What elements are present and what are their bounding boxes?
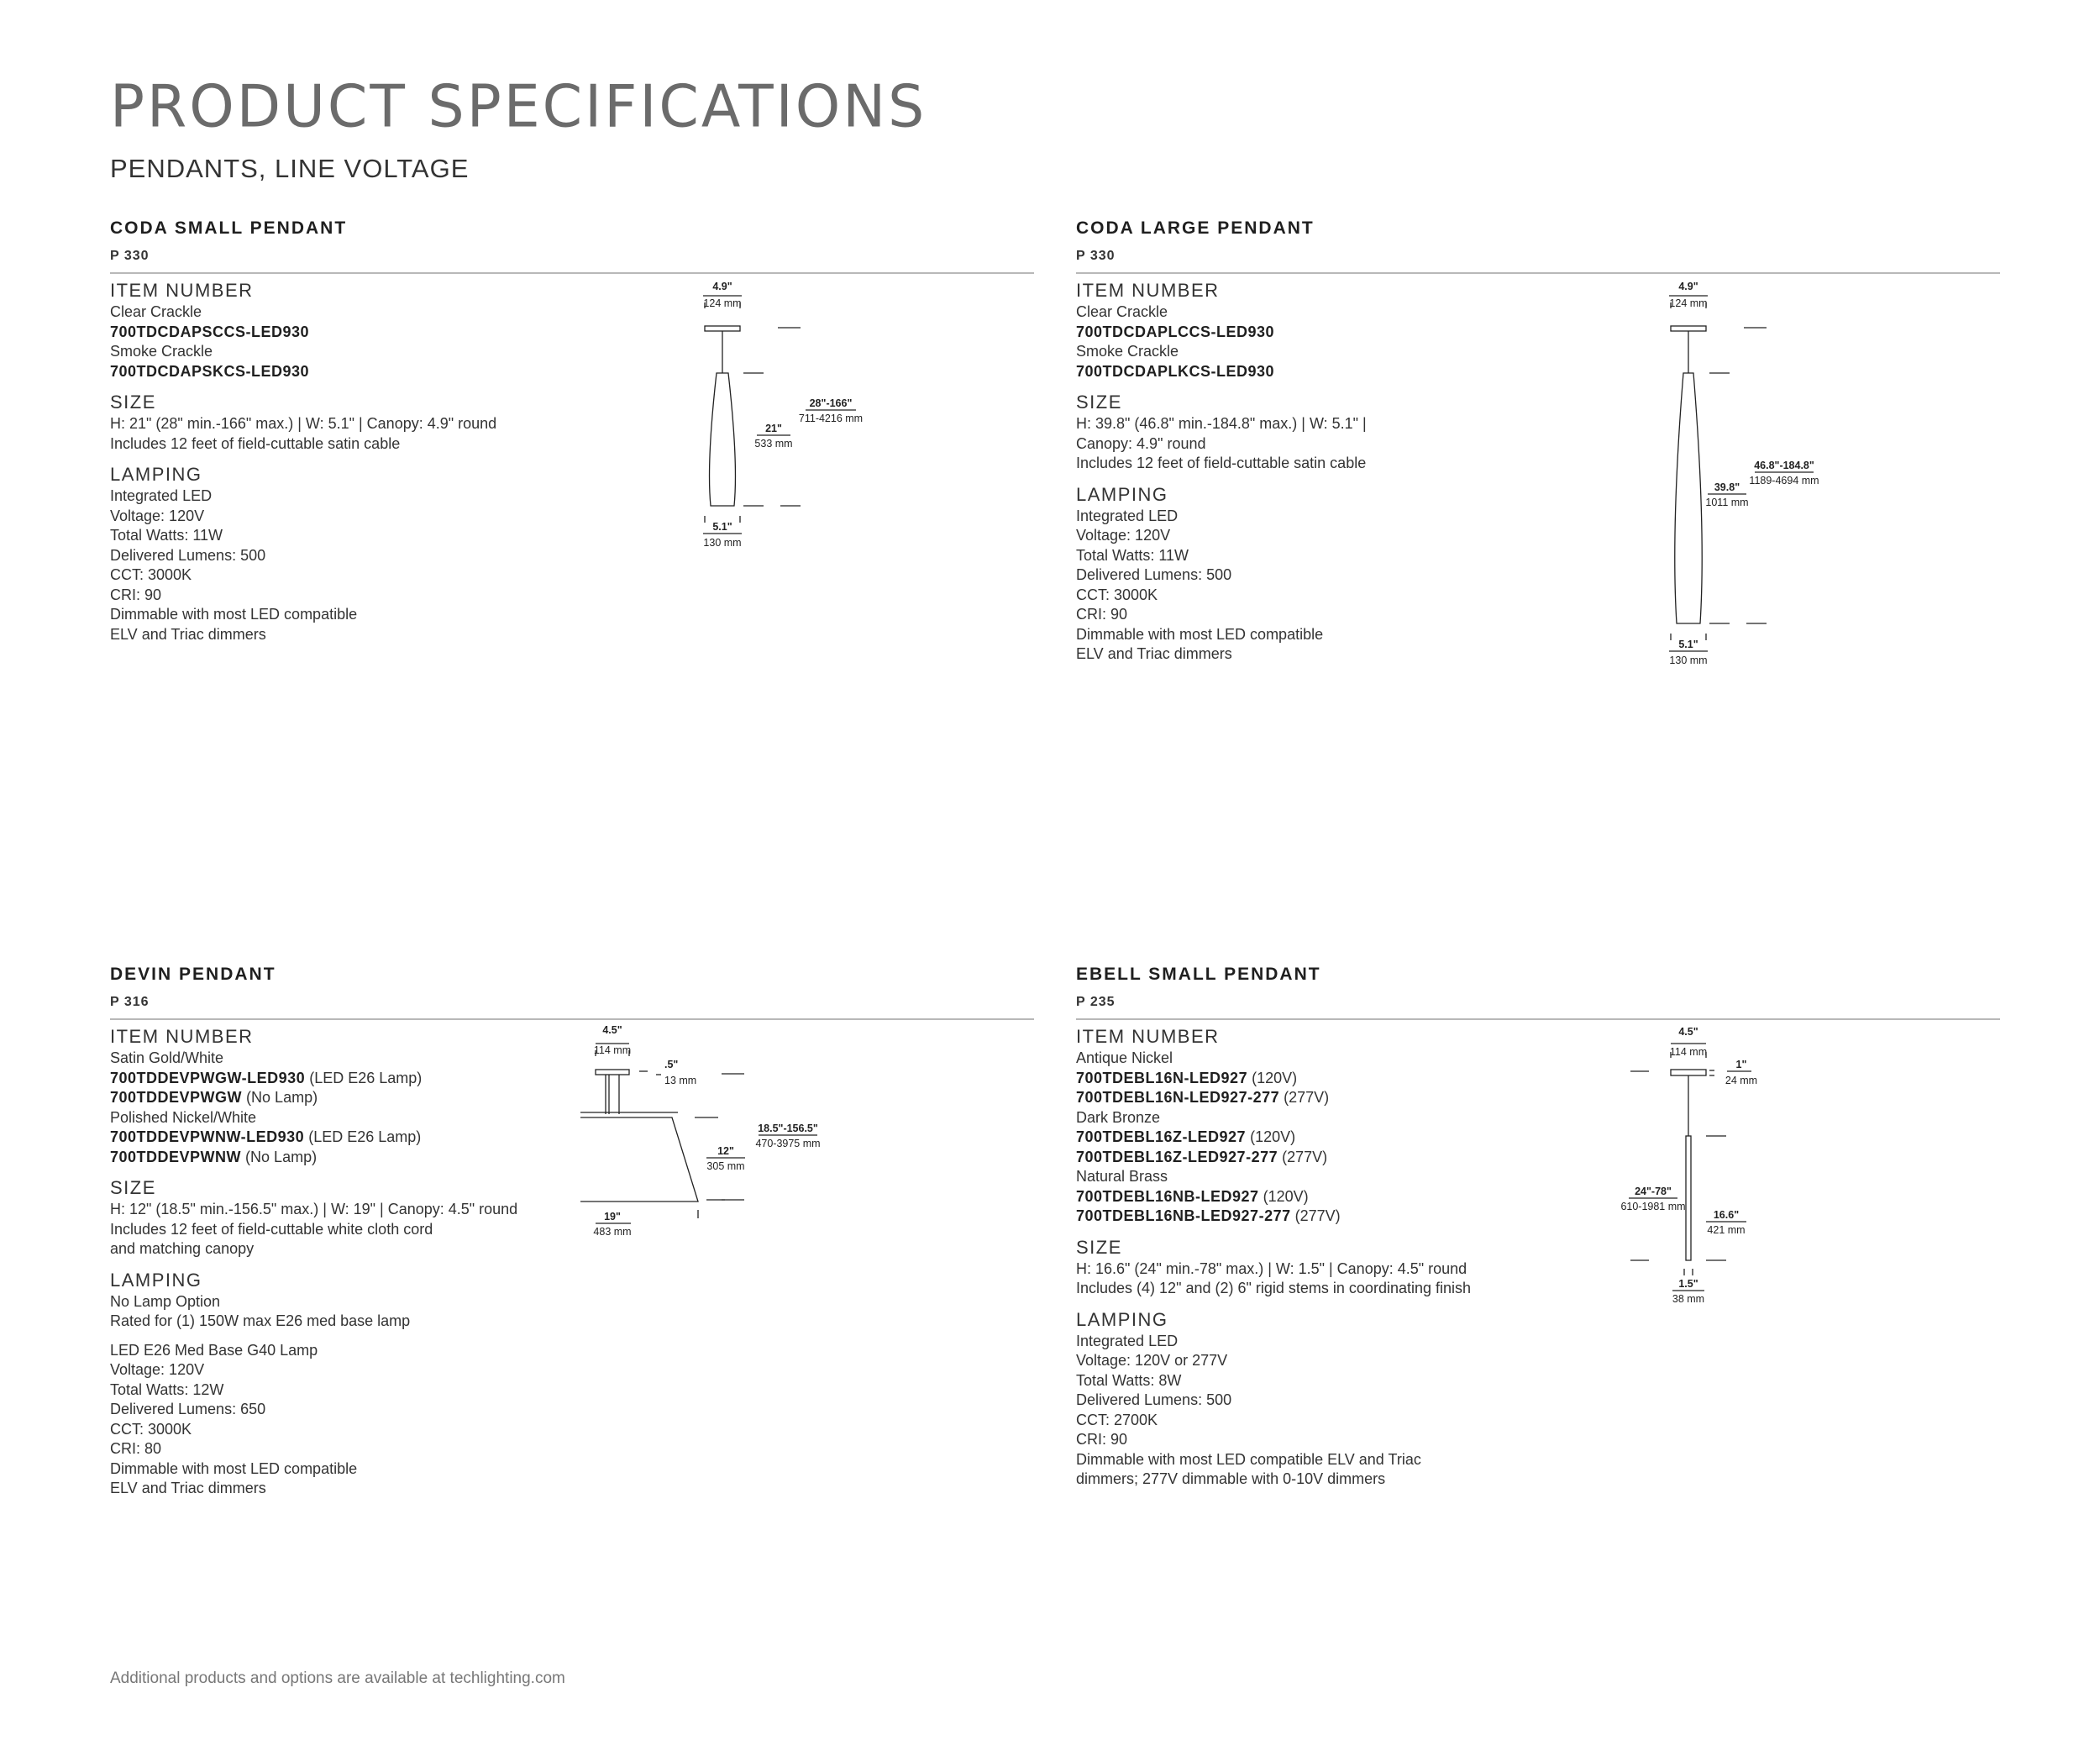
dim-canopy-height-mm: 24 mm [1725, 1075, 1758, 1086]
lamping-line: Rated for (1) 150W max E26 med base lamp [110, 1312, 411, 1329]
item-note: (277V) [1284, 1089, 1330, 1106]
lamping-line: CRI: 90 [1076, 606, 1128, 623]
lamping-heading: LAMPING [1076, 483, 1168, 505]
lamping-line: ELV and Triac dimmers [110, 625, 266, 643]
finish-label: Clear Crackle [110, 303, 202, 320]
lamping-line: Integrated LED [1076, 1332, 1179, 1349]
dim-canopy-height-in: .5" [664, 1059, 679, 1070]
dim-canopy-in: 4.9" [712, 281, 732, 292]
size-text: Includes 12 feet of field-cuttable satin cable [110, 434, 401, 452]
item-code: 700TDEBL16Z-LED927-277 [1076, 1148, 1278, 1165]
lamping-line: Voltage: 120V [110, 1361, 205, 1378]
item-code: 700TDCDAPLKCS-LED930 [1076, 362, 1275, 380]
dim-width-in: 5.1" [1678, 639, 1698, 650]
item-note: (LED E26 Lamp) [308, 1128, 422, 1145]
lamping-line: Delivered Lumens: 500 [1076, 566, 1232, 583]
item-code: 700TDCDAPSKCS-LED930 [110, 362, 310, 380]
dim-height-in: 21" [765, 423, 782, 434]
product-name: CODA LARGE PENDANT [1076, 218, 1315, 238]
item-code: 700TDEBL16NB-LED927 [1076, 1187, 1259, 1205]
item-note: (120V) [1252, 1069, 1298, 1086]
lamping-heading: LAMPING [110, 1269, 202, 1291]
size-heading: SIZE [1076, 392, 1122, 413]
item-note: (No Lamp) [245, 1148, 318, 1165]
lamping-line: Dimmable with most LED compatible [110, 1459, 358, 1477]
product-page-ref: P 316 [110, 995, 150, 1009]
spec-block [110, 1025, 614, 1508]
finish-label: Smoke Crackle [110, 343, 213, 360]
item-note: (277V) [1282, 1148, 1328, 1165]
lamping-line: Voltage: 120V [1076, 527, 1171, 544]
item-number-heading: ITEM NUMBER [110, 280, 254, 301]
product-coda-small [110, 218, 1034, 689]
item-code: 700TDDEVPWNW [110, 1148, 242, 1165]
product-page-ref: P 235 [1076, 995, 1116, 1009]
product-coda-large [1076, 218, 2000, 689]
lamping-heading: LAMPING [110, 464, 202, 485]
footer-note: Additional products and options are available at techlighting.com [110, 1669, 565, 1687]
spec-block [110, 279, 614, 654]
dim-overall-in: 28"-166" [809, 397, 853, 409]
item-code: 700TDDEVPWGW-LED930 [110, 1069, 306, 1086]
ebell-dimension-drawing [1546, 1023, 1832, 1326]
dim-overall-in: 46.8"-184.8" [1754, 460, 1814, 471]
lamping-heading: LAMPING [1076, 1308, 1168, 1330]
lamping-line: Delivered Lumens: 500 [110, 546, 266, 564]
item-number-heading: ITEM NUMBER [110, 1026, 254, 1047]
product-page-ref: P 330 [110, 249, 150, 263]
finish-label: Natural Brass [1076, 1168, 1168, 1185]
size-text: Includes 12 feet of field-cuttable satin cable [1076, 455, 1367, 471]
divider [1076, 272, 2000, 274]
lamping-line: CCT: 3000K [1076, 586, 1158, 603]
item-code: 700TDCDAPSCCS-LED930 [110, 323, 310, 340]
item-note: (LED E26 Lamp) [309, 1069, 423, 1086]
dim-height-mm: 533 mm [754, 438, 793, 450]
size-heading: SIZE [1076, 1236, 1122, 1258]
size-text: Includes 12 feet of field-cuttable white cloth cord [110, 1220, 433, 1238]
dim-canopy-in: 4.9" [1678, 281, 1698, 292]
dim-width-in: 1.5" [1678, 1278, 1698, 1290]
dim-height-in: 39.8" [1714, 481, 1740, 493]
product-ebell [1076, 965, 2000, 1511]
dim-overall-in: 18.5"-156.5" [758, 1123, 818, 1134]
item-code: 700TDEBL16Z-LED927 [1076, 1128, 1247, 1145]
item-note: (120V) [1263, 1187, 1309, 1205]
lamping-line: Integrated LED [1076, 507, 1179, 524]
dim-overall-mm: 711-4216 mm [798, 413, 864, 424]
divider [110, 1018, 1034, 1020]
lamping-line: Total Watts: 11W [110, 527, 223, 544]
dim-overall-mm: 470-3975 mm [755, 1138, 821, 1149]
lamping-line: Total Watts: 12W [110, 1380, 224, 1398]
dim-width-in: 19" [604, 1211, 621, 1223]
lamping-line: Voltage: 120V or 277V [1076, 1352, 1228, 1369]
lamping-line: Dimmable with most LED compatible [110, 606, 358, 623]
product-name: CODA SMALL PENDANT [110, 218, 348, 238]
item-code: 700TDEBL16N-LED927 [1076, 1069, 1248, 1086]
dim-width-mm: 130 mm [703, 537, 742, 549]
dim-overall-mm: 610-1981 mm [1620, 1201, 1686, 1212]
item-code: 700TDEBL16N-LED927-277 [1076, 1089, 1280, 1106]
dim-height-mm: 305 mm [706, 1160, 745, 1172]
spec-block [1076, 1025, 1580, 1499]
lamping-line: No Lamp Option [110, 1292, 221, 1310]
dim-height-in: 12" [717, 1145, 734, 1157]
item-code: 700TDEBL16NB-LED927-277 [1076, 1207, 1291, 1224]
lamping-line: ELV and Triac dimmers [1076, 645, 1232, 662]
lamping-line: LED E26 Med Base G40 Lamp [110, 1341, 318, 1359]
coda-large-dimension-drawing [1546, 277, 1832, 681]
dim-width-mm: 483 mm [593, 1226, 632, 1238]
item-code: 700TDCDAPLCCS-LED930 [1076, 323, 1275, 340]
lamping-line: Delivered Lumens: 650 [110, 1401, 266, 1417]
item-number-heading: ITEM NUMBER [1076, 280, 1220, 301]
dim-canopy-mm: 124 mm [703, 297, 742, 309]
dim-canopy-height-in: 1" [1735, 1059, 1747, 1070]
size-heading: SIZE [110, 392, 156, 413]
size-heading: SIZE [110, 1177, 156, 1198]
dim-canopy-in: 4.5" [1678, 1026, 1698, 1038]
dim-canopy-height-mm: 13 mm [664, 1075, 697, 1086]
dim-height-mm: 421 mm [1707, 1224, 1746, 1236]
lamping-line: Dimmable with most LED compatible ELV and Triac [1076, 1450, 1421, 1468]
size-text: and matching canopy [110, 1240, 255, 1257]
dim-canopy-mm: 114 mm [593, 1044, 632, 1056]
devin-dimension-drawing [580, 1023, 1000, 1250]
lamping-line: CRI: 80 [110, 1440, 162, 1457]
lamping-line: Dimmable with most LED compatible [1076, 625, 1324, 643]
item-note: (277V) [1294, 1207, 1341, 1224]
size-text: Canopy: 4.9" round [1076, 434, 1206, 452]
lamping-line: Total Watts: 11W [1076, 546, 1189, 564]
finish-label: Satin Gold/White [110, 1049, 224, 1066]
item-number-heading: ITEM NUMBER [1076, 1026, 1220, 1047]
item-note: (120V) [1250, 1128, 1296, 1145]
lamping-line: CRI: 90 [110, 586, 162, 603]
divider [110, 272, 1034, 274]
page-title: PRODUCT SPECIFICATIONS [110, 73, 927, 141]
lamping-line: Integrated LED [110, 487, 213, 504]
dim-width-in: 5.1" [712, 521, 732, 533]
product-name: EBELL SMALL PENDANT [1076, 965, 1321, 984]
size-text: H: 21" (28" min.-166" max.) | W: 5.1" | Canopy: 4.9" round [110, 415, 497, 432]
size-text: H: 12" (18.5" min.-156.5" max.) | W: 19" | Canopy: 4.5" round [110, 1201, 518, 1217]
dim-width-mm: 38 mm [1672, 1293, 1705, 1305]
lamping-line: CRI: 90 [1076, 1431, 1128, 1448]
dim-overall-mm: 1189-4694 mm [1749, 475, 1819, 486]
spec-block [1076, 279, 1580, 674]
size-text: Includes (4) 12" and (2) 6" rigid stems in coordinating finish [1076, 1280, 1472, 1296]
product-devin [110, 965, 1034, 1511]
finish-label: Polished Nickel/White [110, 1108, 257, 1126]
finish-label: Antique Nickel [1076, 1049, 1173, 1066]
dim-height-mm: 1011 mm [1705, 497, 1749, 508]
page-subtitle: PENDANTS, LINE VOLTAGE [110, 154, 470, 183]
dim-height-in: 16.6" [1713, 1209, 1740, 1221]
dim-canopy-mm: 124 mm [1669, 297, 1708, 309]
size-text: H: 39.8" (46.8" min.-184.8" max.) | W: 5.1" | [1076, 415, 1367, 432]
dim-canopy-mm: 114 mm [1669, 1046, 1708, 1058]
lamping-line: Delivered Lumens: 500 [1076, 1391, 1232, 1408]
lamping-line: Total Watts: 8W [1076, 1371, 1182, 1389]
dim-canopy-in: 4.5" [602, 1024, 622, 1036]
coda-small-dimension-drawing [580, 277, 866, 580]
lamping-line: CCT: 2700K [1076, 1411, 1158, 1428]
dim-width-mm: 130 mm [1669, 655, 1708, 666]
lamping-line: ELV and Triac dimmers [110, 1480, 266, 1496]
finish-label: Dark Bronze [1076, 1108, 1161, 1126]
product-name: DEVIN PENDANT [110, 965, 276, 984]
lamping-line: Voltage: 120V [110, 507, 205, 524]
item-code: 700TDDEVPWNW-LED930 [110, 1128, 305, 1145]
dim-overall-in: 24"-78" [1635, 1186, 1672, 1197]
finish-label: Clear Crackle [1076, 303, 1168, 320]
lamping-line: dimmers; 277V dimmable with 0-10V dimmers [1076, 1470, 1386, 1487]
item-code: 700TDDEVPWGW [110, 1089, 243, 1106]
size-text: H: 16.6" (24" min.-78" max.) | W: 1.5" | Canopy: 4.5" round [1076, 1259, 1467, 1277]
lamping-line: CCT: 3000K [110, 1420, 192, 1438]
product-page-ref: P 330 [1076, 249, 1116, 263]
lamping-line: CCT: 3000K [110, 566, 192, 583]
finish-label: Smoke Crackle [1076, 343, 1179, 360]
item-note: (No Lamp) [246, 1089, 318, 1106]
divider [1076, 1018, 2000, 1020]
